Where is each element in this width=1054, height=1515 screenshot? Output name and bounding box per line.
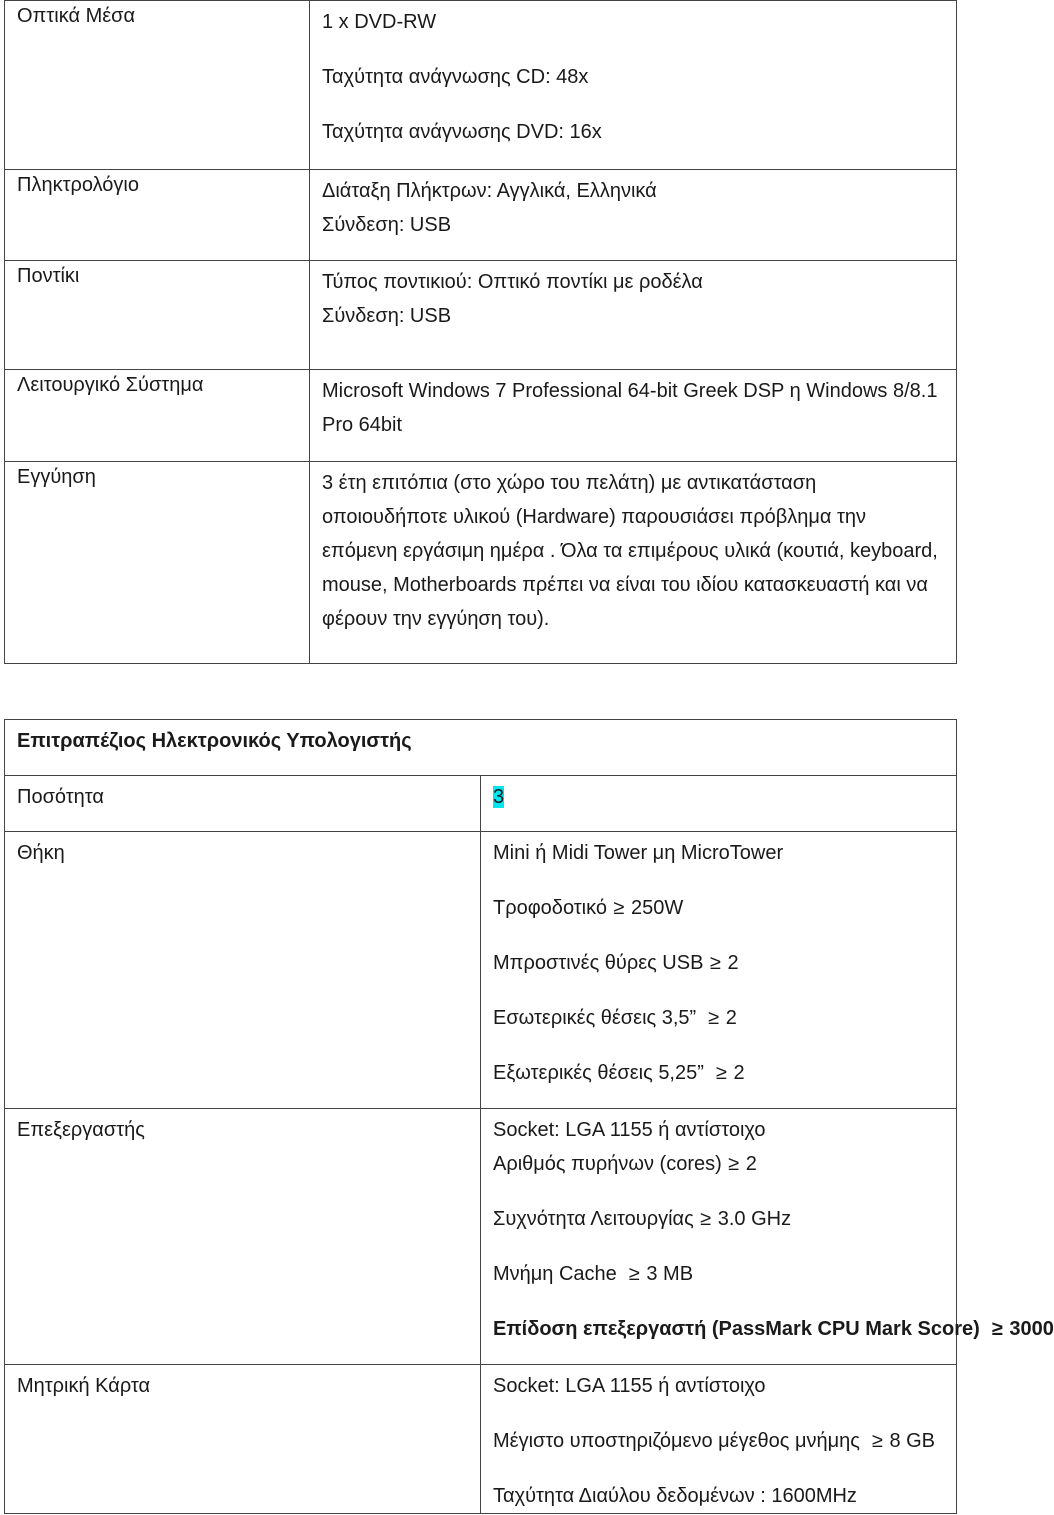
value-line: Ταχύτητα ανάγνωσης DVD: 16x [322,121,602,143]
greater-equal-icon: ≥ [991,1318,1003,1340]
value-line: Σύνδεση: USB [322,214,452,236]
row-value [310,170,957,261]
value-line: Εσωτερικές θέσεις 3,5” ≥ 2 [493,1001,946,1035]
row-value [310,1,957,170]
value-line: Συχνότητα Λειτουργίας ≥ 3.0 GHz [493,1202,946,1236]
table-title-text: Επιτραπέζιος Ηλεκτρονικός Υπολογιστής [17,730,412,752]
value-line: Ταχύτητα Διαύλου δεδομένων : 1600MHz [493,1485,857,1507]
row-value [310,370,957,462]
row-mouse [5,261,957,370]
value-line: Αριθμός πυρήνων (cores) ≥ 2 [493,1147,946,1181]
spec-table-desktop [4,719,1054,1514]
value-line: Επίδοση επεξεργαστή (PassMark CPU Mark Score) ≥ 3000 [493,1312,946,1346]
row-label [5,776,481,832]
row-operating-system [5,370,957,462]
value-line: Socket: LGA 1155 ή αντίστοιχο [493,1119,766,1141]
row-label [5,1109,481,1365]
row-label: Πληκτρολόγιο [5,170,310,261]
greater-equal-icon: ≥ [871,1430,883,1452]
greater-equal-icon: ≥ [715,1062,727,1084]
label-text: Ποσότητα [17,786,104,808]
value-line: Τροφοδοτικό ≥ 250W [493,891,946,925]
row-value [310,261,957,370]
value-text: Microsoft Windows 7 Professional 64-bit Greek DSP η Windows 8/8.1 Pro 64bit [322,380,938,436]
label-text: Μητρική Κάρτα [17,1375,151,1397]
greater-equal-icon: ≥ [700,1208,712,1230]
row-label: Οπτικά Μέσα [5,1,310,170]
row-value [481,832,957,1109]
greater-equal-icon: ≥ [613,897,625,919]
value-line: Μνήμη Cache ≥ 3 MB [493,1257,946,1291]
greater-equal-icon: ≥ [628,1263,640,1285]
spec-table-peripherals [4,0,957,664]
row-optical-media [5,1,957,170]
label-text: Επεξεργαστής [17,1119,145,1141]
value-line: Μέγιστο υποστηριζόμενο μέγεθος μνήμης ≥ 8 GB [493,1424,946,1458]
table-title [5,720,957,776]
value-line: Τύπος ποντικιού: Οπτικό ποντίκι με ροδέλα [322,271,703,293]
row-label: Εγγύηση [5,462,310,664]
label-text: Θήκη [17,842,65,864]
value-line: Ταχύτητα ανάγνωσης CD: 48x [322,66,589,88]
value-line: Διάταξη Πλήκτρων: Αγγλικά, Ελληνικά [322,180,657,202]
row-value [481,1109,1054,1365]
row-value [310,462,957,664]
value-line: Socket: LGA 1155 ή αντίστοιχο [493,1375,766,1397]
value-text: 3 έτη επιτόπια (στο χώρο του πελάτη) με αντικατάσταση οποιουδήποτε υλικού (Hardware) παρουσιάσει πρόβλημα την επόμενη εργάσιμη ημέρα . Όλα τα επιμέρους υλικά (κουτιά, keyboard, mouse, Motherboards πρέπει να είναι του ιδίου κατασκευαστή και να φέρουν την εγγύηση του). [322,472,938,630]
greater-equal-icon: ≥ [728,1153,740,1175]
row-warranty [5,462,957,664]
quantity-value: 3 [493,786,505,808]
value-line: Μπροστινές θύρες USB ≥ 2 [493,946,946,980]
value-line: Σύνδεση: USB [322,305,452,327]
value-line: Mini ή Midi Tower μη MicroTower [493,842,784,864]
value-line: 1 x DVD-RW [322,11,437,33]
row-label: Λειτουργικό Σύστημα [5,370,310,462]
table-title-row [5,720,957,776]
row-case [5,832,957,1109]
row-motherboard [5,1365,957,1514]
row-quantity [5,776,957,832]
greater-equal-icon: ≥ [708,1007,720,1029]
row-keyboard [5,170,957,261]
greater-equal-icon: ≥ [709,952,721,974]
row-value [481,776,957,832]
row-label [5,832,481,1109]
value-line: Εξωτερικές θέσεις 5,25” ≥ 2 [493,1056,946,1090]
row-value [481,1365,957,1514]
row-cpu [5,1109,957,1365]
row-label: Ποντίκι [5,261,310,370]
row-label [5,1365,481,1514]
